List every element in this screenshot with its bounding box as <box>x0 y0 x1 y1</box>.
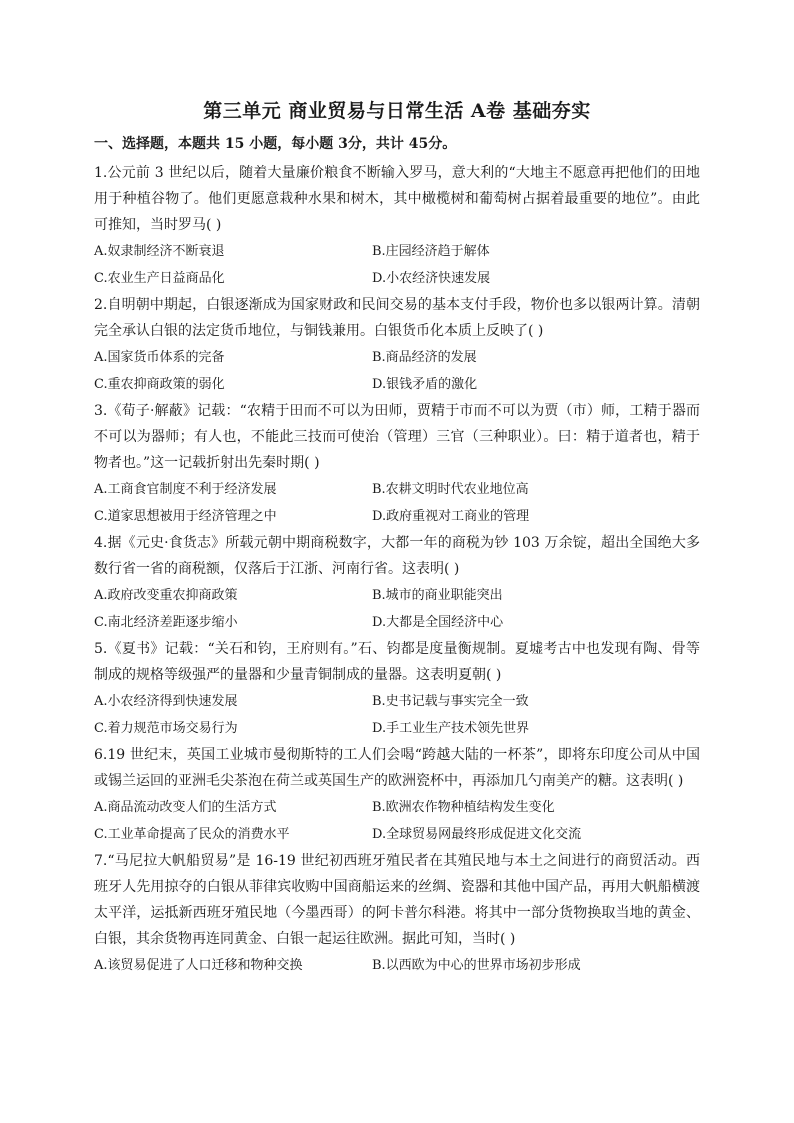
question-6 <box>94 742 700 848</box>
option-a: A.工商食官制度不利于经济发展 <box>94 482 277 497</box>
option-d: D.大都是全国经济中心 <box>372 615 504 630</box>
option-c: C.工业革命提高了民众的消费水平 <box>94 827 290 842</box>
option-a: A.该贸易促进了人口迁移和物种交换 <box>94 958 303 973</box>
question-stem: 3.《荀子·解蔽》记载：“农精于田而不可以为田师，贾精于市而不可以为贾（市）师，工精于器而不可以为器师；有人也，不能此三技而可使治（管理）三官（三种职业）。曰：精于道者也，精于物者也。”这一记载折射出先秦时期( ) <box>94 403 700 471</box>
page-title: 第三单元 商业贸易与日常生活 A卷 基础夯实 <box>203 100 591 122</box>
question-1 <box>94 160 700 292</box>
option-d: D.政府重视对工商业的管理 <box>372 509 530 524</box>
option-d: D.银钱矛盾的激化 <box>372 377 478 392</box>
option-b: B.以西欧为中心的世界市场初步形成 <box>372 958 581 973</box>
question-2 <box>94 292 700 398</box>
question-7 <box>94 848 700 979</box>
question-stem: 6.19 世纪末，英国工业城市曼彻斯特的工人们会喝“跨越大陆的一杯茶”，即将东印度公司从中国或锡兰运回的亚洲毛尖茶泡在荷兰或英国生产的欧洲瓷杯中，再添加几勺南美产的糖。这表明( ) <box>94 747 700 789</box>
question-5 <box>94 636 700 742</box>
question-stem: 5.《夏书》记载：“关石和钧，王府则有。”石、钧都是度量衡规制。夏墟考古中也发现有陶、骨等制成的规格等级强严的量器和少量青铜制成的量器。这表明夏朝( ) <box>94 641 700 683</box>
option-a: A.政府改变重农抑商政策 <box>94 588 238 603</box>
question-stem: 4.据《元史·食货志》所载元朝中期商税数字，大都一年的商税为钞 103 万余锭，超出全国绝大多数行省一省的商税额，仅落后于江浙、河南行省。这表明( ) <box>94 535 700 577</box>
option-c: C.农业生产日益商品化 <box>94 271 225 286</box>
option-b: B.欧洲农作物种植结构发生变化 <box>372 800 555 815</box>
option-c: C.道家思想被用于经济管理之中 <box>94 509 277 524</box>
question-stem: 7.“马尼拉大帆船贸易”是 16-19 世纪初西班牙殖民者在其殖民地与本土之间进行的商贸活动。西班牙人先用掠夺的白银从菲律宾收购中国商船运来的丝绸、瓷器和其他中国产品，再用大帆船横渡太平洋，运抵新西班牙殖民地（今墨西哥）的阿卡普尔科港。将其中一部分货物换取当地的黄金、白银，其余货物再连同黄金、白银一起运往欧洲。据此可知，当时( ) <box>94 853 700 947</box>
option-a: A.国家货币体系的完备 <box>94 350 225 365</box>
option-d: D.小农经济快速发展 <box>372 271 491 286</box>
option-b: B.农耕文明时代农业地位高 <box>372 482 529 497</box>
question-4 <box>94 530 700 636</box>
option-c: C.重农抑商政策的弱化 <box>94 377 225 392</box>
question-stem: 2.自明朝中期起，白银逐渐成为国家财政和民间交易的基本支付手段，物价也多以银两计算。清朝完全承认白银的法定货币地位，与铜钱兼用。白银货币化本质上反映了( ) <box>94 297 700 339</box>
option-b: B.庄园经济趋于解体 <box>372 244 490 259</box>
option-a: A.商品流动改变人们的生活方式 <box>94 800 277 815</box>
question-3 <box>94 398 700 530</box>
section-heading: 一、选择题，本题共 15 小题，每小题 3分，共计 45分。 <box>94 136 457 152</box>
option-b: B.商品经济的发展 <box>372 350 477 365</box>
option-d: D.全球贸易网最终形成促进文化交流 <box>372 827 582 842</box>
option-b: B.城市的商业职能突出 <box>372 588 503 603</box>
option-d: D.手工业生产技术领先世界 <box>372 721 530 736</box>
question-stem: 1.公元前 3 世纪以后，随着大量廉价粮食不断输入罗马，意大利的“大地主不愿意再把他们的田地用于种植谷物了。他们更愿意栽种水果和树木，其中橄榄树和葡萄树占据着最重要的地位”。由此可推知，当时罗马( ) <box>94 165 700 233</box>
option-c: C.着力规范市场交易行为 <box>94 721 238 736</box>
option-b: B.史书记载与事实完全一致 <box>372 694 529 709</box>
option-c: C.南北经济差距逐步缩小 <box>94 615 238 630</box>
option-a: A.奴隶制经济不断衰退 <box>94 244 225 259</box>
question-section <box>94 133 700 979</box>
option-a: A.小农经济得到快速发展 <box>94 694 238 709</box>
